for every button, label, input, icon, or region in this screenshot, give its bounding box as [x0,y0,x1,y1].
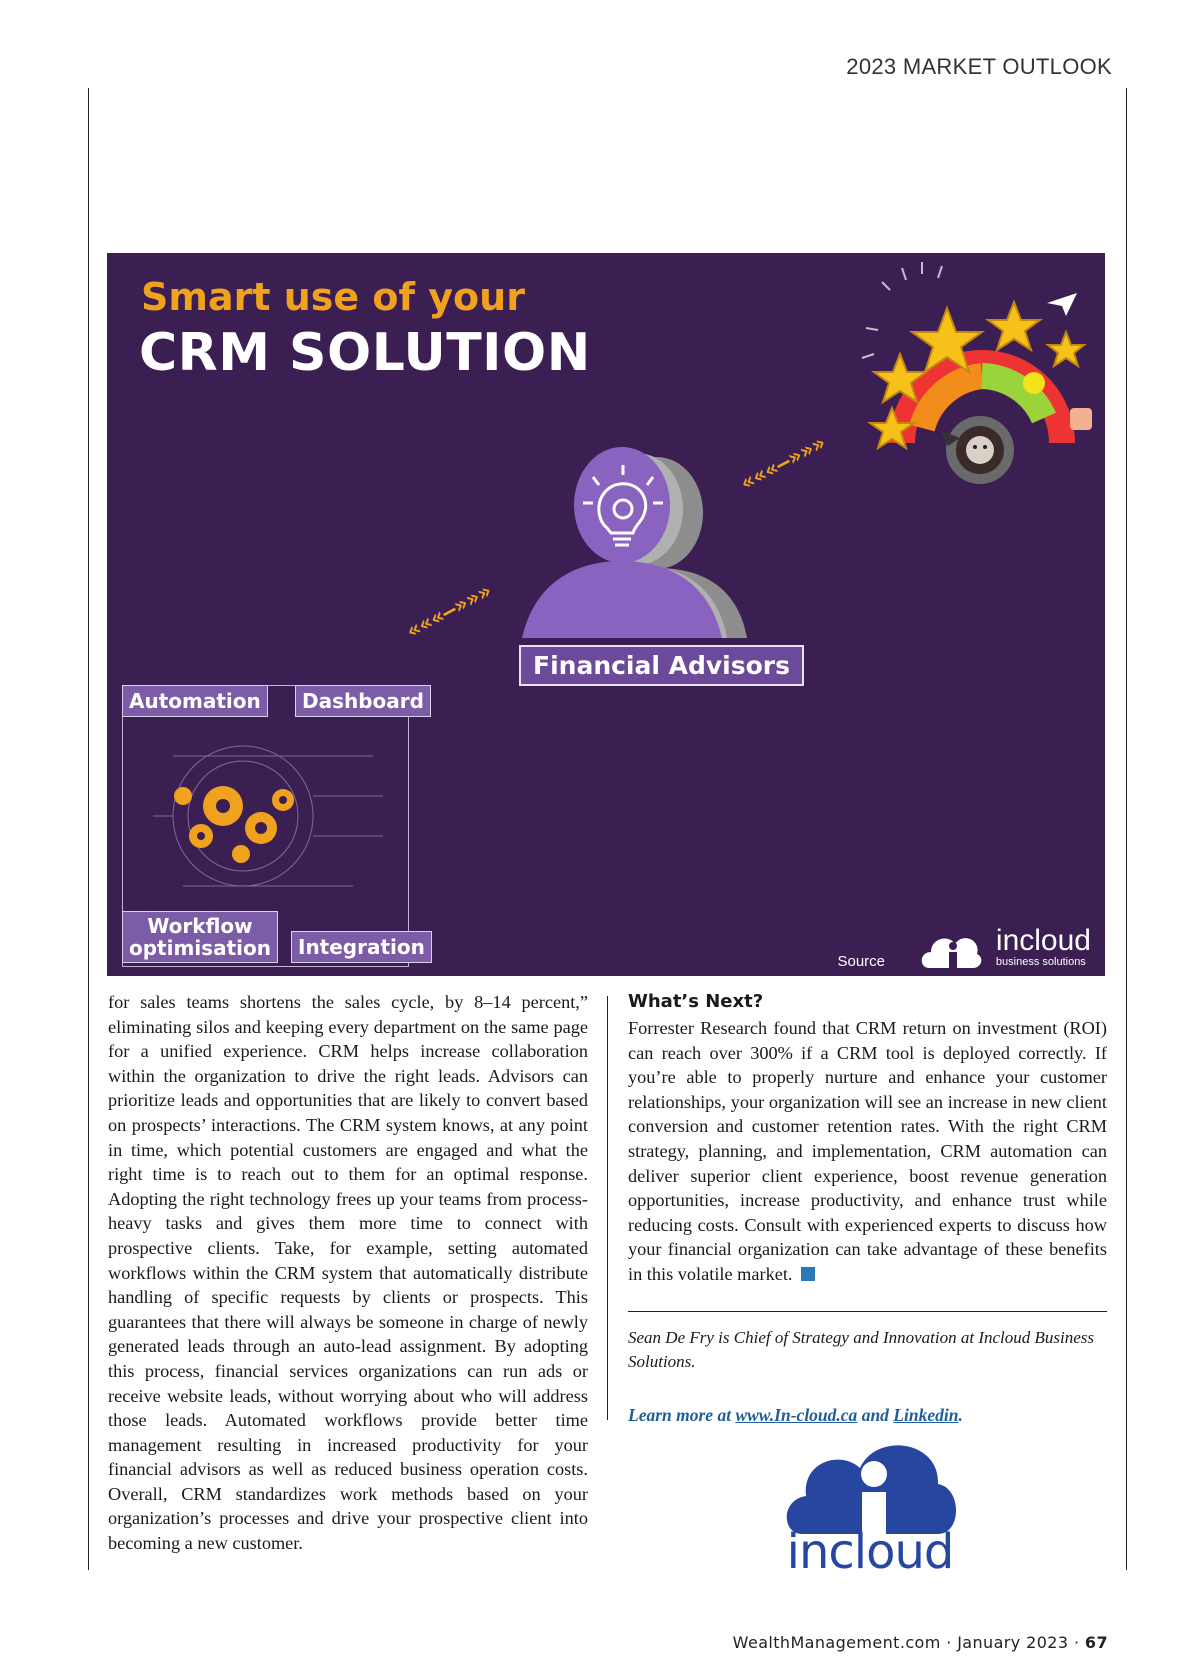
learn-prefix: Learn more at [628,1404,736,1425]
thumbs-up-icon [1070,408,1092,430]
gears-circuit-illustration [143,736,393,906]
incloud-small-brand [996,926,1091,968]
crm-infographic [107,253,1105,976]
star-icon [1048,332,1084,366]
linkedin-link[interactable]: Linkedin [893,1404,959,1425]
arrow-to-results: «««—»»» [736,430,831,497]
column-divider-rule [607,996,608,1420]
learn-suffix: . [958,1404,963,1425]
incloud-website-link[interactable]: www.In-cloud.ca [735,1404,858,1425]
footer-date: January 2023 [957,1633,1069,1652]
figure-title-line1: Smart use of your [141,275,525,319]
right-margin-rule [1126,88,1127,1570]
author-bio: Sean De Fry is Chief of Strategy and Innovation at Incloud Business Solutions. [628,1327,1095,1372]
source-label: Source [837,953,885,970]
integration-label: Integration [291,931,432,963]
arrow-to-advisors: «««—»»» [402,578,497,645]
incloud-logo [780,1422,960,1582]
paper-plane-icon [1047,293,1077,316]
incloud-small-logo-icon [919,924,983,970]
advisor-heads-illustration [507,433,767,653]
whats-next-text: Forrester Research found that CRM return on investment (ROI) can reach over 300% if a CRM tool is deployed correctly. If you’re able to properly nurture and enhance your customer relationships, your organization will see an increase in new client conversion and customer retention rates. With the right CRM strategy, planning, and implementation, CRM automation can deliver superior client experience, boost revenue generation opportunities, increase productivity, and enhance trust while reducing costs. Consult with experienced experts to discuss how your financial organization can take advantage of these benefits in this volatile market. [628,1018,1107,1284]
section-header: 2023 MARKET OUTLOOK [846,54,1112,79]
page-number: 67 [1084,1633,1108,1652]
bio-divider [628,1311,1107,1312]
workflow-optimisation-label [122,911,278,963]
left-column-text: for sales teams shortens the sales cycle, by 8–14 percent,” eliminating silos and keeping every department on the same page for a unified experience. CRM helps increase collaboration within the organization to drive the right leads. Advisors can prioritize leads and opportunities that are likely to convert based on prospects’ interactions. The CRM system knows, at any point in time, which potential customers are engaged and what the right time is to reach out to them for an optimal response. Adopting the right technology frees up your teams from process-heavy tasks and gives them more time to connect with prospective clients. Take, for example, setting automated workflows within the CRM system that automatically distribute handling of specific requests by clients or prospects. This guarantees that there will always be someone in charge of newly generated leads through an auto-lead assignment. By adopting this process, financial services organizations can run ads or receive website leads, without worrying about who will address those leads. Automated workflows provide better time management resulting in increased productivity for your financial advisors as well as reduced business operation costs. Overall, CRM standardizes work methods based on your organization’s processes and drive your prospective client into becoming a new customer. [108,992,588,1554]
learn-mid: and [857,1404,894,1425]
star-icon [988,302,1040,350]
smiley-face-icon [966,436,994,464]
figure-title-line2: CRM SOLUTION [139,323,591,383]
brand-name: incloud [995,924,1091,957]
workflow-label-line1: Workflow [147,914,253,938]
page-footer [733,1633,1108,1652]
whats-next-paragraph [628,1016,1107,1287]
end-mark-icon [801,1267,815,1281]
footer-site: WealthManagement.com [732,1633,941,1652]
rating-stars-gauge-illustration [822,258,1102,488]
incloud-cloud-icon [780,1422,960,1537]
left-margin-rule [88,88,89,1570]
footer-separator: · [940,1633,958,1652]
dashboard-label: Dashboard [295,685,431,717]
footer-separator-2: · [1068,1633,1085,1652]
workflow-label-line2: optimisation [129,936,271,960]
automation-label: Automation [122,685,268,717]
incloud-logo-text: incloud [786,1524,954,1580]
right-column [628,990,1107,1427]
financial-advisors-label: Financial Advisors [519,645,804,686]
brand-subtitle: business solutions [995,956,1086,968]
left-column [108,990,588,1556]
whats-next-heading: What’s Next? [628,991,764,1012]
